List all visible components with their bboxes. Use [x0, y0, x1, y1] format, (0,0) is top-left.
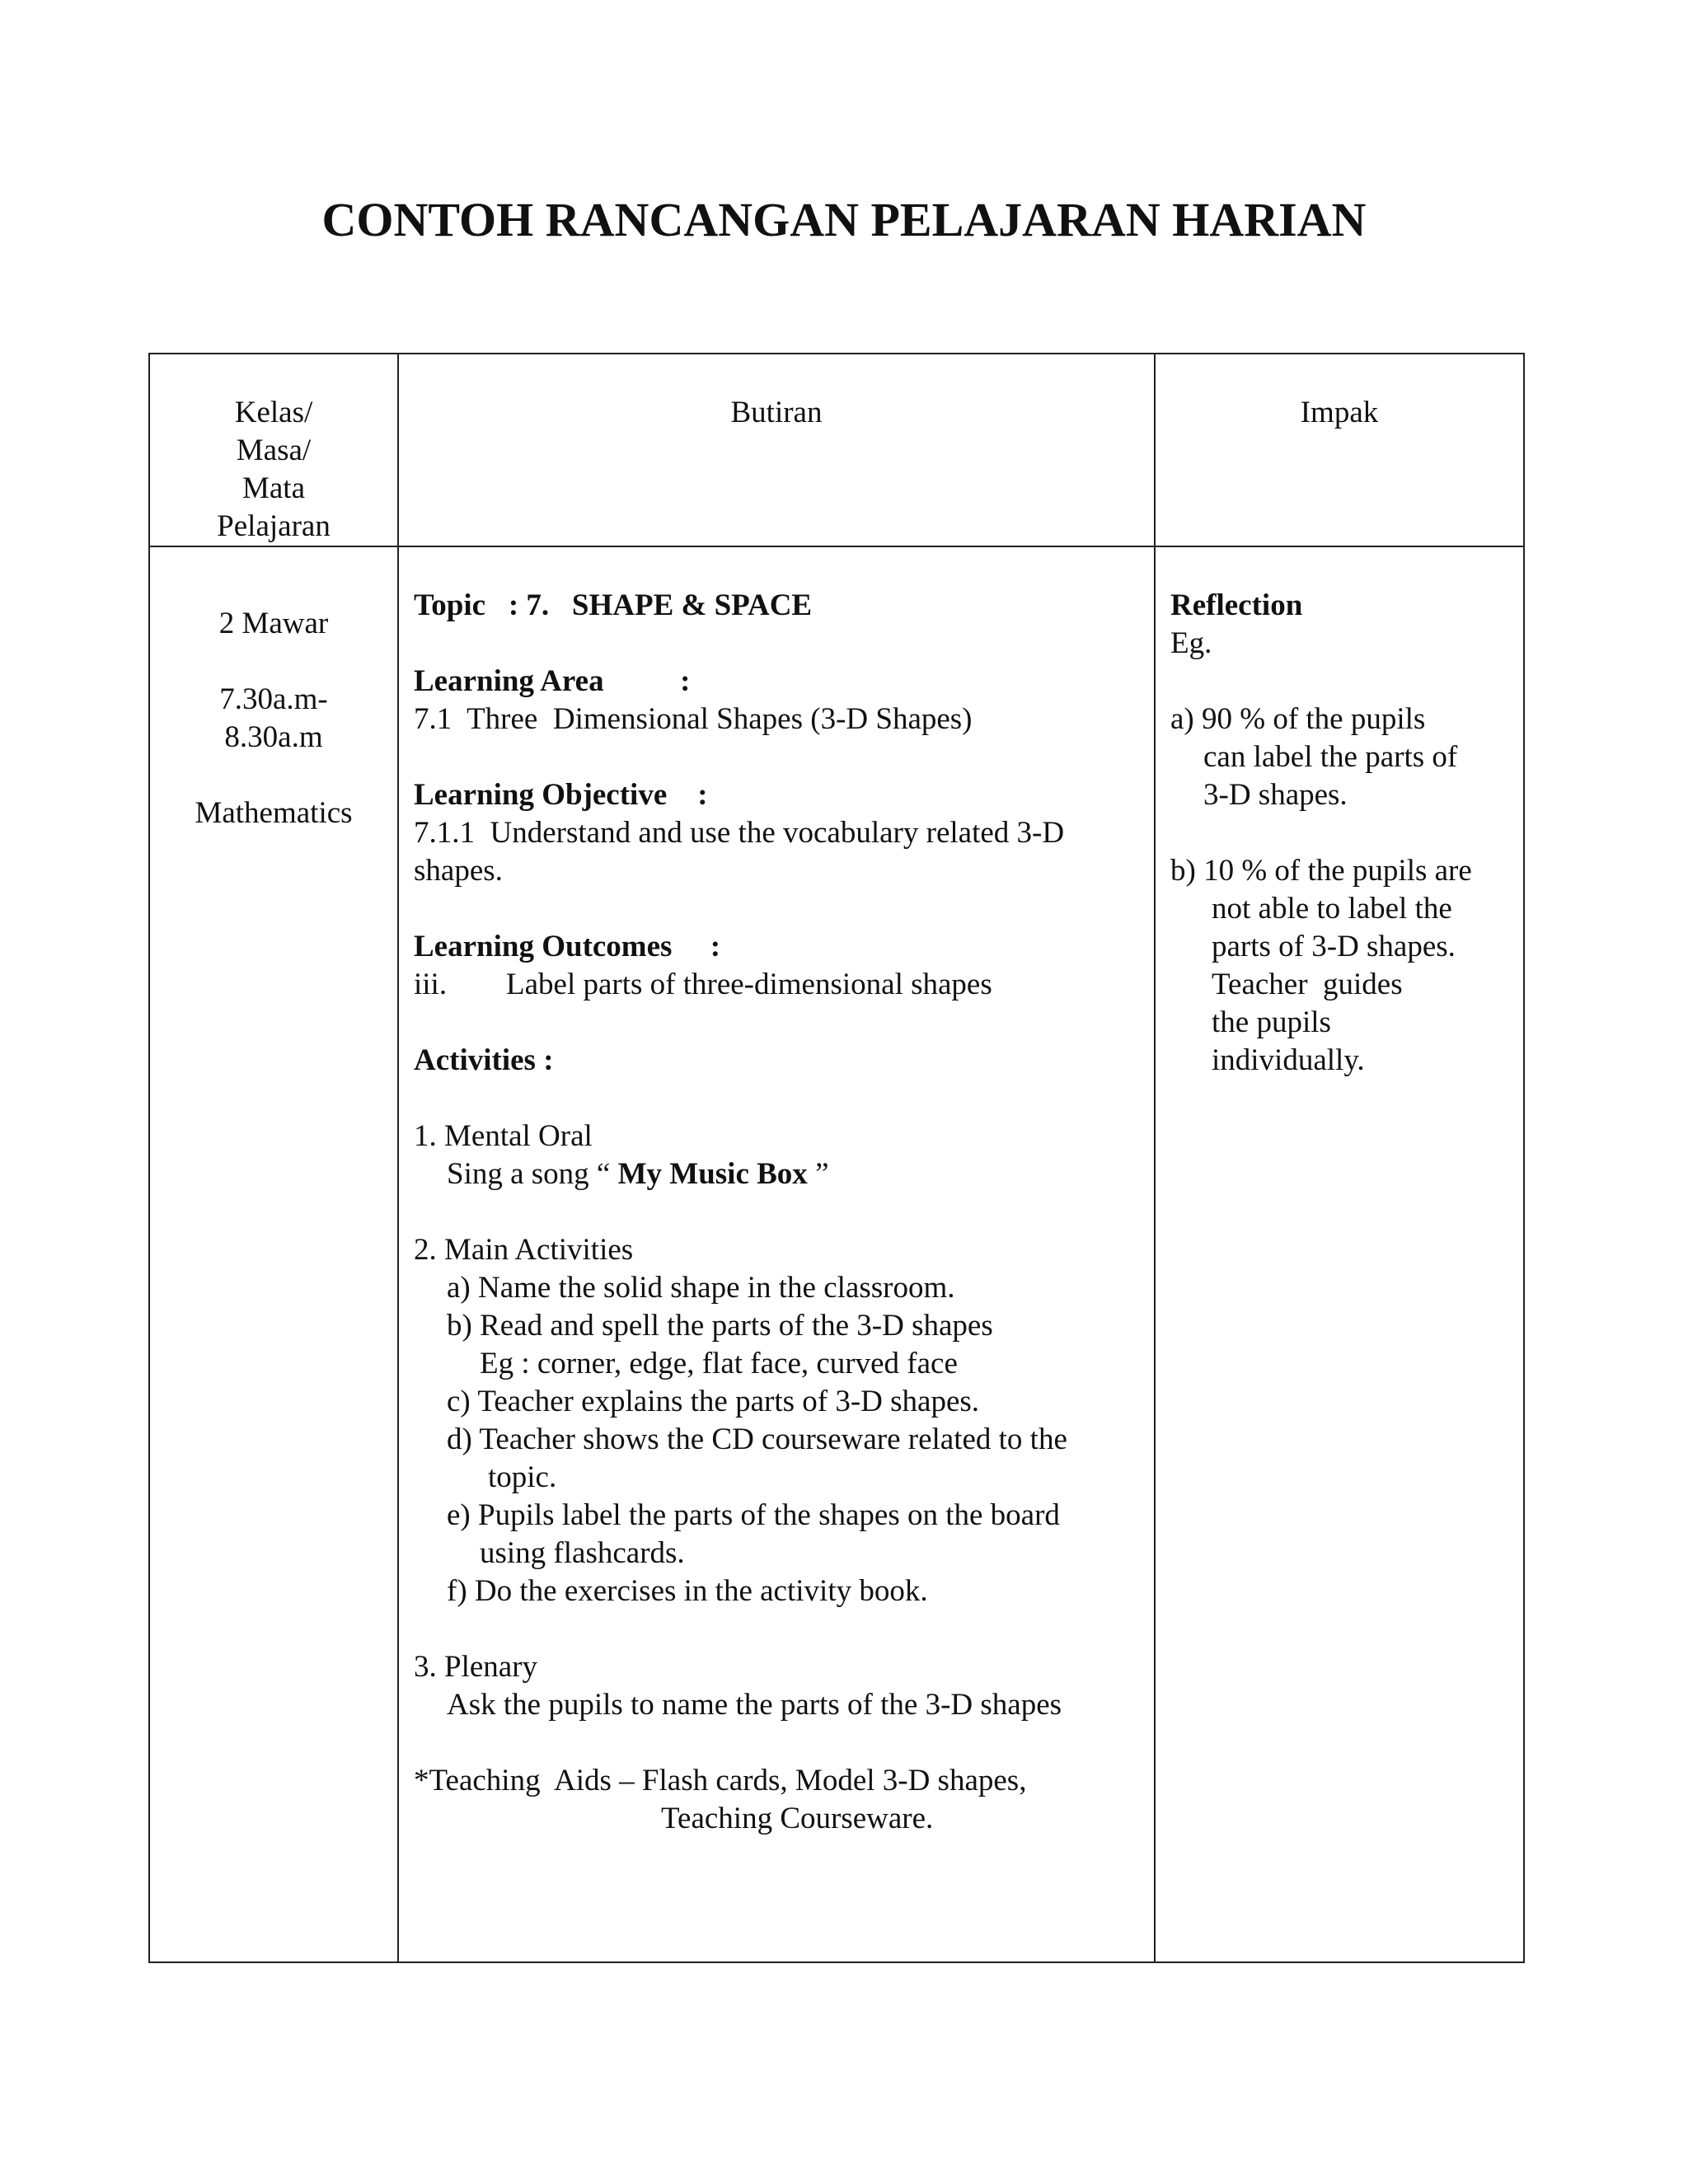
header-kelas-line-4: Pelajaran	[217, 509, 331, 543]
header-kelas	[149, 354, 398, 546]
reflection-label: Reflection	[1170, 588, 1303, 622]
header-kelas-line-1: Kelas/	[234, 396, 313, 429]
teaching-aids-line-1: *Teaching Aids – Flash cards, Model 3-D shapes,	[414, 1764, 1027, 1797]
reflection-eg: Eg.	[1170, 626, 1212, 660]
main-activity-b-example: Eg : corner, edge, flat face, curved face	[480, 1347, 958, 1380]
plenary-title: 3. Plenary	[414, 1650, 538, 1684]
main-activities-title: 2. Main Activities	[414, 1233, 634, 1267]
learning-outcomes-line	[414, 966, 1139, 1004]
class-name: 2 Mawar	[218, 607, 329, 640]
header-kelas-line-2: Masa/	[236, 434, 312, 467]
impact-b-4: Teacher guides	[1212, 968, 1403, 1001]
topic-value: : 7. SHAPE & SPACE	[485, 588, 813, 622]
learning-outcomes-value: Label parts of three-dimensional shapes	[506, 968, 992, 1001]
song-title: My Music Box	[617, 1157, 808, 1191]
learning-objective-value-2: shapes.	[414, 854, 503, 888]
mental-oral-post: ”	[807, 1157, 829, 1191]
header-kelas-line-3: Mata	[241, 471, 306, 505]
mental-oral-text	[414, 1155, 1139, 1193]
main-activity-f: f) Do the exercises in the activity book.	[447, 1574, 928, 1608]
learning-area-value: 7.1 Three Dimensional Shapes (3-D Shapes)	[414, 702, 973, 736]
impact-a-1: a) 90 % of the pupils	[1170, 702, 1426, 736]
impact-b-1: b) 10 % of the pupils are	[1170, 854, 1472, 888]
butiran-cell	[398, 546, 1155, 1962]
main-activity-b: b) Read and spell the parts of the 3-D shapes	[447, 1309, 993, 1343]
table-body-row	[149, 546, 1524, 1962]
activities-label: Activities :	[414, 1043, 554, 1077]
impact-a-2: can label the parts of	[1203, 740, 1458, 774]
impact-b-2: not able to label the	[1212, 892, 1452, 926]
document-title: CONTOH RANCANGAN PELAJARAN HARIAN	[321, 193, 1367, 246]
main-activity-e-1: e) Pupils label the parts of the shapes on the board	[447, 1498, 1060, 1532]
main-activity-d-1: d) Teacher shows the CD courseware related to the	[447, 1422, 1067, 1456]
learning-outcomes-number: iii.	[414, 968, 448, 1001]
header-impak-label: Impak	[1300, 396, 1379, 429]
main-activity-e-2: using flashcards.	[480, 1536, 685, 1570]
header-butiran	[398, 354, 1155, 546]
time-start: 7.30a.m-	[219, 682, 328, 716]
plenary-text: Ask the pupils to name the parts of the 3-D shapes	[447, 1688, 1062, 1722]
class-time-subject-cell	[149, 546, 398, 1962]
impact-b-3: parts of 3-D shapes.	[1212, 930, 1456, 963]
subject-name: Mathematics	[195, 796, 353, 830]
impact-b-6: individually.	[1212, 1043, 1365, 1077]
topic-label: Topic	[414, 588, 486, 622]
header-butiran-label: Butiran	[730, 396, 823, 429]
time-end: 8.30a.m	[224, 720, 323, 754]
learning-outcomes-label: Learning Outcomes :	[414, 930, 721, 963]
lesson-plan-table	[148, 353, 1525, 1963]
main-activity-d-2: topic.	[488, 1460, 557, 1494]
main-activity-c: c) Teacher explains the parts of 3-D shapes.	[447, 1385, 980, 1418]
learning-objective-label: Learning Objective :	[414, 778, 708, 812]
impact-b-5: the pupils	[1212, 1005, 1331, 1039]
main-activity-a: a) Name the solid shape in the classroom.	[447, 1271, 955, 1305]
topic-line	[414, 587, 1139, 625]
header-impak	[1155, 354, 1524, 546]
impak-cell	[1155, 546, 1524, 1962]
table-header-row	[149, 354, 1524, 546]
teaching-aids-line-2: Teaching Courseware.	[661, 1802, 934, 1835]
mental-oral-pre: Sing a song “	[447, 1157, 618, 1191]
impact-a-3: 3-D shapes.	[1203, 778, 1348, 812]
mental-oral-title: 1. Mental Oral	[414, 1119, 593, 1153]
learning-objective-value-1: 7.1.1 Understand and use the vocabulary related 3-D	[414, 816, 1065, 850]
learning-area-label: Learning Area :	[414, 664, 691, 698]
